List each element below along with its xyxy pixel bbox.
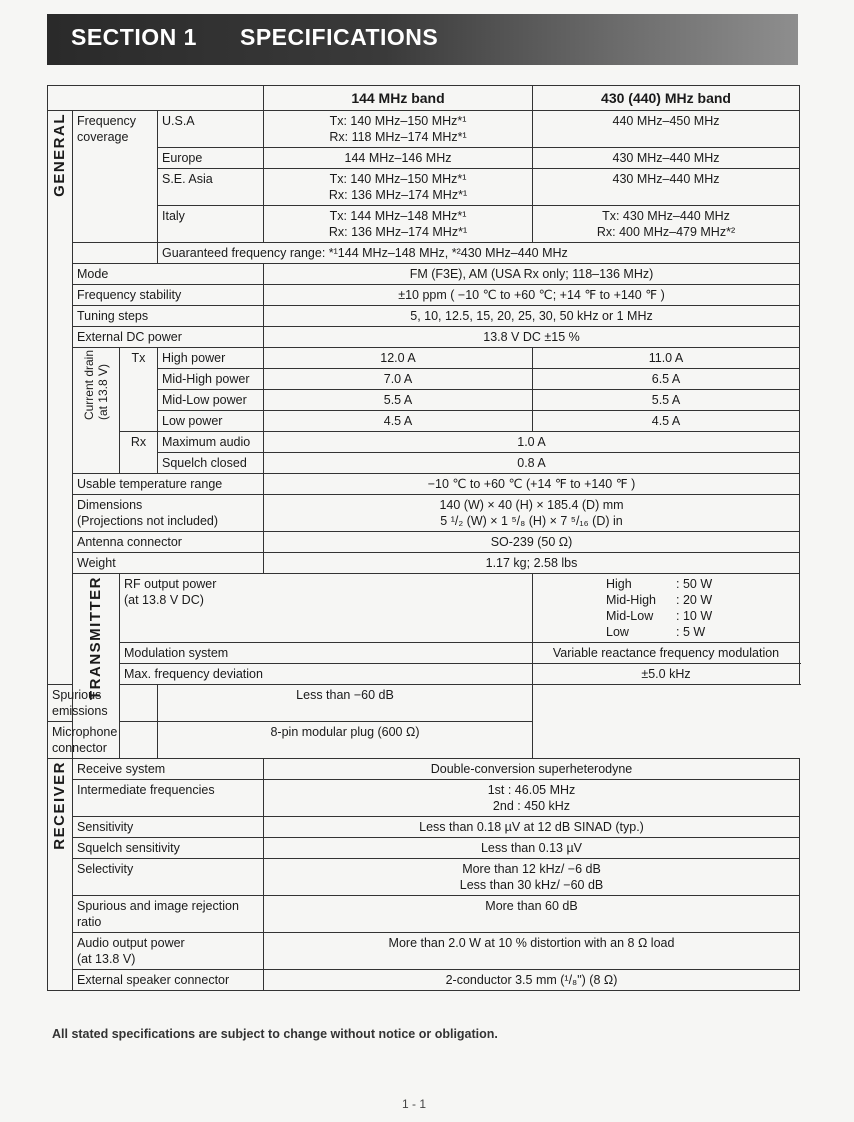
table-row [48, 453, 800, 474]
freq-coverage-label: Frequency coverage [73, 111, 158, 243]
table-row [48, 685, 800, 722]
selectivity-label: Selectivity [73, 859, 264, 896]
usa-band1 [264, 111, 533, 148]
rf-b1-grid [606, 576, 726, 640]
table-row [48, 264, 800, 285]
speaker-value: 2-conductor 3.5 mm (¹/₈") (8 Ω) [264, 970, 800, 991]
sensitivity-value: Less than 0.18 µV at 12 dB SINAD (typ.) [264, 817, 800, 838]
midlow-label: Mid-Low power [158, 390, 264, 411]
deviation-label: Max. frequency deviation [120, 664, 533, 685]
table-row [48, 169, 800, 206]
deviation-value: ±5.0 kHz [533, 664, 800, 685]
table-row [48, 474, 800, 495]
if-value [264, 780, 800, 817]
rf-label-l2: (at 13.8 V DC) [124, 593, 204, 607]
stability-label: Frequency stability [73, 285, 264, 306]
italy-band2 [533, 206, 800, 243]
if-first: 1st : 46.05 MHz [487, 783, 576, 797]
temp-value: −10 ℃ to +60 ℃ (+14 ℉ to +140 ℉ ) [264, 474, 800, 495]
high-power-b1: 12.0 A [264, 348, 533, 369]
midhigh-label: Mid-High power [158, 369, 264, 390]
midhigh-b1: 7.0 A [264, 369, 533, 390]
rf-level: Mid-Low [606, 609, 654, 623]
italy-tx-b2: Tx: 430 MHz–440 MHz [602, 209, 730, 223]
dc-value: 13.8 V DC ±15 % [264, 327, 800, 348]
table-row [48, 111, 800, 148]
table-row [48, 838, 800, 859]
band2-header: 430 (440) MHz band [533, 86, 800, 111]
tuning-value: 5, 10, 12.5, 15, 20, 25, 30, 50 kHz or 1 MHz [264, 306, 800, 327]
italy-band1 [264, 206, 533, 243]
stability-value: ±10 ppm ( −10 ℃ to +60 ℃; +14 ℉ to +140 ℉ ) [264, 285, 800, 306]
selectivity-value [264, 859, 800, 896]
table-row [48, 722, 800, 759]
section-number: SECTION 1 [71, 24, 197, 50]
tx-label: Tx [120, 348, 158, 432]
table-row [48, 348, 800, 369]
maxaudio-value: 1.0 A [264, 432, 800, 453]
dims-label-l2: (Projections not included) [77, 514, 219, 528]
rf-value: : 20 W [676, 593, 713, 607]
table-row [48, 390, 800, 411]
current-drain-cond: (at 13.8 V) [96, 364, 110, 421]
category-label: TRANSMITTER [87, 576, 104, 700]
italy-rx-b2: Rx: 400 MHz–479 MHz*² [596, 225, 736, 239]
table-row [48, 532, 800, 553]
mode-value: FM (F3E), AM (USA Rx only; 118–136 MHz) [264, 264, 800, 285]
table-row [48, 896, 800, 933]
table-row [48, 970, 800, 991]
receive-system-value: Double-conversion superheterodyne [264, 759, 800, 780]
table-row [48, 369, 800, 390]
europe-band2: 430 MHz–440 MHz [533, 148, 800, 169]
speaker-label: External speaker connector [73, 970, 264, 991]
europe-band1: 144 MHz–146 MHz [264, 148, 533, 169]
table-row [48, 411, 800, 432]
audio-label [73, 933, 264, 970]
if-second: 2nd : 450 kHz [492, 799, 571, 813]
tuning-label: Tuning steps [73, 306, 264, 327]
usa-band2: 440 MHz–450 MHz [533, 111, 800, 148]
page-title: SPECIFICATIONS [240, 24, 439, 50]
modulation-label: Modulation system [120, 643, 533, 664]
page-number: 1 - 1 [402, 1097, 427, 1111]
selectivity-l1: More than 12 kHz/ −6 dB [462, 862, 601, 876]
weight-value: 1.17 kg; 2.58 lbs [264, 553, 800, 574]
if-label: Intermediate frequencies [73, 780, 264, 817]
weight-label: Weight [73, 553, 264, 574]
antenna-value: SO-239 (50 Ω) [264, 532, 800, 553]
table-row [48, 574, 800, 643]
table-row [48, 148, 800, 169]
section-banner [47, 14, 798, 65]
midlow-b1: 5.5 A [264, 390, 533, 411]
blank-cell [73, 243, 158, 264]
table-row [48, 643, 800, 664]
table-row [48, 243, 800, 264]
modulation-value: Variable reactance frequency modulation [533, 643, 800, 664]
dims-label [73, 495, 264, 532]
rejection-label: Spurious and image rejection ratio [73, 896, 264, 933]
rf-level: Low [606, 625, 629, 639]
category-label: GENERAL [51, 113, 68, 197]
rejection-value: More than 60 dB [264, 896, 800, 933]
mode-label: Mode [73, 264, 264, 285]
rf-label-l1: RF output power [124, 577, 217, 591]
midlow-b2: 5.5 A [533, 390, 800, 411]
footnote: All stated specifications are subject to change without notice or obligation. [52, 1027, 498, 1041]
header-row [48, 86, 800, 111]
region-seasia: S.E. Asia [158, 169, 264, 206]
audio-label-l1: Audio output power [77, 936, 185, 950]
region-europe: Europe [158, 148, 264, 169]
spurious-value: Less than −60 dB [158, 685, 533, 722]
squelch-sens-value: Less than 0.13 µV [264, 838, 800, 859]
high-power-label: High power [158, 348, 264, 369]
seasia-band2: 430 MHz–440 MHz [533, 169, 800, 206]
maxaudio-label: Maximum audio [158, 432, 264, 453]
audio-label-l2: (at 13.8 V) [77, 952, 136, 966]
seasia-tx: Tx: 140 MHz–150 MHz*¹ [329, 172, 467, 186]
table-row [48, 780, 800, 817]
low-b1: 4.5 A [264, 411, 533, 432]
table-row [48, 306, 800, 327]
band1-header: 144 MHz band [264, 86, 533, 111]
rf-value: : 10 W [676, 609, 713, 623]
spec-table [47, 85, 800, 991]
table-row [48, 553, 800, 574]
current-drain-label [73, 348, 120, 474]
header-blank [48, 86, 264, 111]
low-b2: 4.5 A [533, 411, 800, 432]
temp-label: Usable temperature range [73, 474, 264, 495]
table-row [48, 432, 800, 453]
seasia-rx: Rx: 136 MHz–174 MHz*¹ [328, 188, 468, 202]
mic-label: Microphone connector [48, 722, 158, 759]
region-italy: Italy [158, 206, 264, 243]
rf-value: : 50 W [676, 577, 713, 591]
table-row [48, 933, 800, 970]
mic-value: 8-pin modular plug (600 Ω) [158, 722, 533, 759]
low-label: Low power [158, 411, 264, 432]
dc-label: External DC power [73, 327, 264, 348]
sensitivity-label: Sensitivity [73, 817, 264, 838]
midhigh-b2: 6.5 A [533, 369, 800, 390]
table-row [48, 206, 800, 243]
high-power-b2: 11.0 A [533, 348, 800, 369]
table-row [48, 759, 800, 780]
table-row [48, 817, 800, 838]
rx-label: Rx [120, 432, 158, 474]
category-receiver [48, 759, 73, 991]
dims-metric: 140 (W) × 40 (H) × 185.4 (D) mm [439, 498, 624, 512]
usa-rx: Rx: 118 MHz–174 MHz*¹ [329, 130, 467, 144]
rf-output-label [120, 574, 533, 643]
rf-level: Mid-High [606, 593, 657, 607]
italy-rx: Rx: 136 MHz–174 MHz*¹ [328, 225, 468, 239]
dims-value [264, 495, 800, 532]
table-row [48, 327, 800, 348]
selectivity-l2: Less than 30 kHz/ −60 dB [459, 878, 604, 892]
table-row [48, 495, 800, 532]
antenna-label: Antenna connector [73, 532, 264, 553]
squelch-closed-value: 0.8 A [264, 453, 800, 474]
rf-b1 [533, 574, 800, 643]
usa-tx: Tx: 140 MHz–150 MHz*¹ [329, 114, 467, 128]
guaranteed-range: Guaranteed frequency range: *¹144 MHz–148 MHz, *²430 MHz–440 MHz [158, 243, 800, 264]
category-label: RECEIVER [51, 761, 68, 850]
rf-level: High [606, 577, 632, 591]
table-row [48, 859, 800, 896]
squelch-sens-label: Squelch sensitivity [73, 838, 264, 859]
current-drain-title: Current drain [82, 350, 96, 421]
receive-system-label: Receive system [73, 759, 264, 780]
dims-imperial: 5 ¹/₂ (W) × 1 ⁵/₈ (H) × 7 ⁵/₁₆ (D) in [440, 514, 623, 528]
spurious-label: Spurious emissions [48, 685, 158, 722]
dims-label-l1: Dimensions [77, 498, 143, 512]
region-usa: U.S.A [158, 111, 264, 148]
category-general [48, 111, 73, 685]
table-row [48, 664, 800, 685]
table-row [48, 285, 800, 306]
squelch-closed-label: Squelch closed [158, 453, 264, 474]
italy-tx: Tx: 144 MHz–148 MHz*¹ [329, 209, 467, 223]
audio-value: More than 2.0 W at 10 % distortion with an 8 Ω load [264, 933, 800, 970]
seasia-band1 [264, 169, 533, 206]
rf-value: : 5 W [676, 625, 706, 639]
